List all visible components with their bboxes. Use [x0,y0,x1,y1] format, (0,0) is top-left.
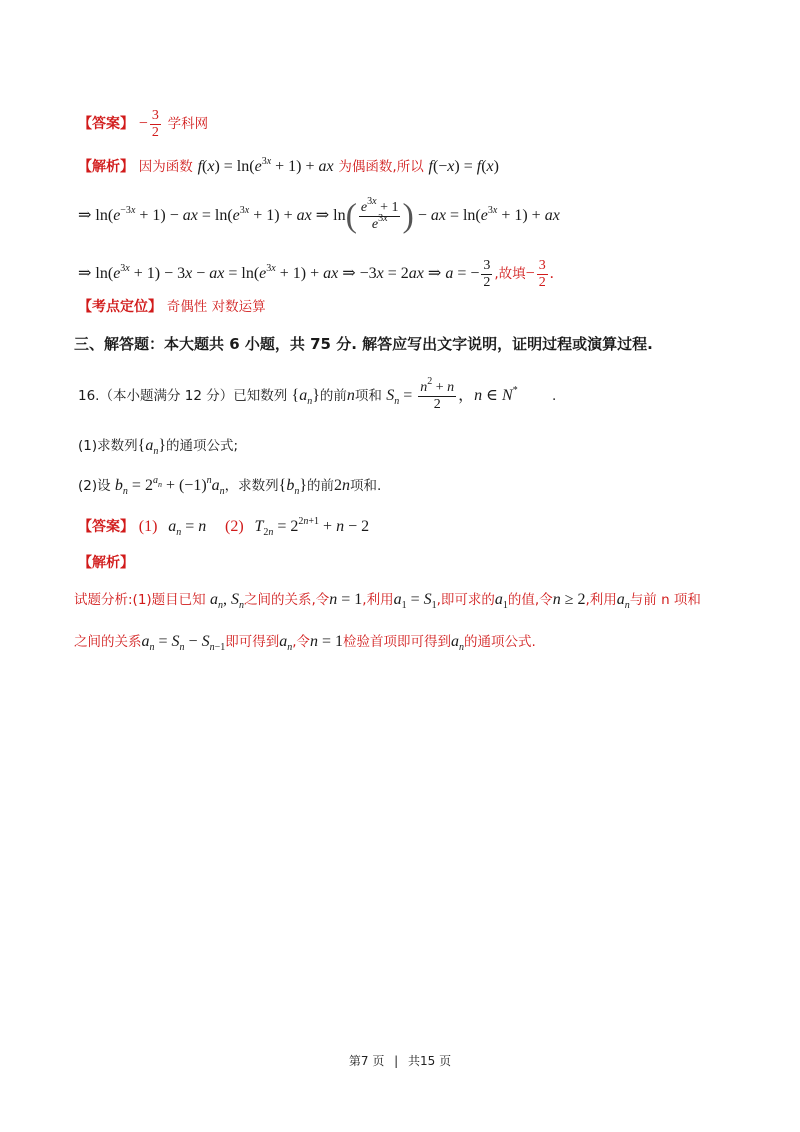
q16-part2: (2)设 $b_n = 2^{a_n} + (-1)^na_n$，求数列$\{b_n\}$的前2n项和. [78,475,382,497]
analysis-line-3: ⇒ $\ln(e^{3x} + 1) - 3x$ − ax = $\ln(e^{3x} + 1)$ + ax ⇒ −3x = 2ax ⇒ a = − $\frac{3}{2}$ ,故填− $\frac{3}{2}$ . [78,258,554,290]
analysis-intro: 因为函数 [138,159,193,175]
q16-stem: 16.（本小题满分 12 分）已知数列 $\{a_n\}$的前n项和 $S_n$ = $\frac{n^2 + n}{2}$ ，n ∈ N* . [78,376,557,412]
analysis-line-2: ⇒ $\ln(e^{-3x} + 1)$ − ax = $\ln(e^{3x} + 1)$ + ax ⇒ ln( $\frac{e^{3x} + 1}{e^{3x}}$ ) − ax = $\ln(e^{3x} + 1)$ + ax [78,196,560,235]
analysis16-l1-g: 与前 n 项和 [629,592,701,608]
kaodian-text: 奇偶性 对数运算 [166,299,266,315]
q16-part1: (1)求数列$\{a_n\}$的通项公式; [78,437,239,457]
answer16-tag: 【答案】 [78,519,134,535]
analysis16-line-2: 之间的关系$a_n = S_n - S_{n-1}$即可得到$a_n$,令n = 1检验首项即可得到$a_n$的通项公式. [74,633,536,653]
page-footer [0,1052,800,1069]
q16-part2-text-b: 的前 [307,478,335,494]
formula-fx: $f(x) = \ln(e^{3x} + 1)$ + ax [197,156,334,175]
analysis-line-1 [78,156,499,177]
q16-text-b: 项和 [354,388,382,405]
footer-total: 共15 页 [408,1054,452,1068]
answer-line [78,108,208,141]
q16-part2-text-c: 项和. [350,478,382,494]
q16-part1-text: 的通项公式; [166,438,239,454]
q16-part1-label: (1)求数列 [78,438,138,454]
answer16-line: 【答案】 (1) $a_n = n$ (2) $T_{2n} = 2^{2n+1} + n - 2$ [78,516,370,538]
q16-number: 16. [78,388,100,405]
formula-even: f(−x) = f(x) [428,158,499,175]
analysis16-l1-c: ,利用 [362,592,394,608]
analysis16-tag-line [78,552,134,573]
q16-part2-text-a: ，求数列 [224,478,279,494]
answer-suffix: 学科网 [167,116,209,133]
analysis16-line-1: 试题分析:(1)题目已知 $a_n$, $S_n$之间的关系,令n = 1,利用$a_1 = S_1$,即可求的$a_1$的值,令n ≥ 2,利用$a_n$与前 n 项和 [74,591,701,611]
analysis16-l2-b: 即可得到 [225,634,280,650]
formula-sn: $S_n$ = $\frac{n^2 + n}{2}$ ，n ∈ N* [386,376,518,412]
q16-text-a: 的前 [319,388,347,405]
analysis-tag: 【解析】 [78,159,134,175]
answer16-p1: (1) [138,518,158,535]
analysis16-l2-a: 之间的关系 [74,634,142,650]
kaodian-tag: 【考点定位】 [78,299,162,315]
kaodian-line [78,296,266,317]
answer-tag: 【答案】 [78,116,134,133]
analysis16-l2-e: 的通项公式. [464,634,536,650]
footer-page: 第7 页 [348,1054,385,1068]
answer-value: − $\frac{3}{2}$ [138,108,159,140]
analysis16-l1-b: 之间的关系,令 [243,592,330,608]
section-heading: 三、解答题：本大题共 6 小题，共 75 分. 解答应写出文字说明，证明过程或演算过程. [74,335,653,353]
analysis16-l1-e: 的值,令 [507,592,553,608]
analysis-mid: 为偶函数,所以 [338,159,424,175]
analysis16-l2-c: ,令 [292,634,310,650]
q16-part2-label: (2)设 [78,478,111,494]
footer-sep: | [394,1054,399,1068]
formula-bn: $b_n = 2^{a_n} + (-1)^na_n$ [114,475,225,497]
analysis16-l2-d: 检验首项即可得到 [343,634,452,650]
analysis16-l1-a: 试题分析:(1)题目已知 [74,592,206,608]
analysis16-l1-f: ,利用 [585,592,617,608]
analysis16-l1-d: ,即可求的 [436,592,495,608]
q16-intro: （本小题满分 12 分）已知数列 [99,388,288,405]
answer16-p2: (2) [225,518,244,535]
analysis16-tag: 【解析】 [78,555,134,571]
analysis-therefore: 故填 [498,266,526,283]
